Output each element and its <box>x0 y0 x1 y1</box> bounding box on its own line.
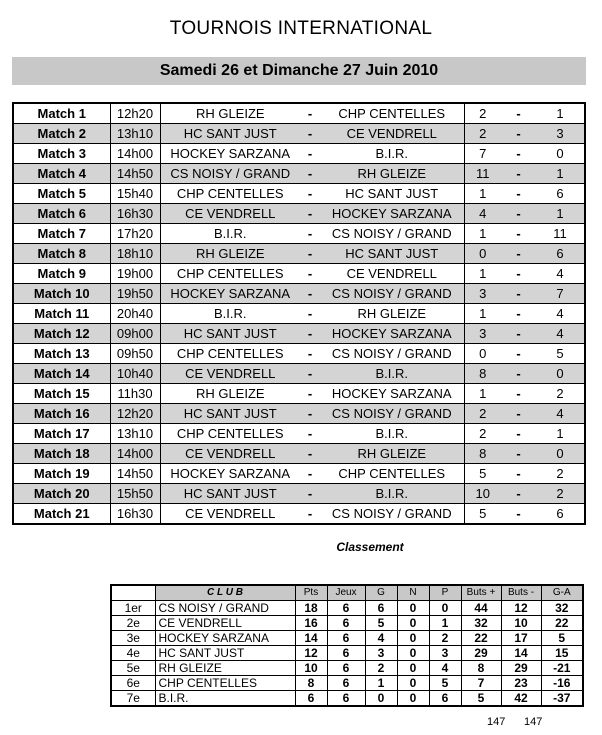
match-label: Match 18 <box>13 444 110 464</box>
home-team: HC SANT JUST <box>160 404 300 424</box>
standings-header-cell: Pts <box>295 585 327 601</box>
away-score: 4 <box>536 404 585 424</box>
stat-g: 5 <box>365 616 397 631</box>
standings-header-cell: Buts + <box>461 585 501 601</box>
away-score: 11 <box>536 224 585 244</box>
match-label: Match 14 <box>13 364 110 384</box>
match-label: Match 19 <box>13 464 110 484</box>
match-label: Match 6 <box>13 204 110 224</box>
versus-dash: - <box>300 204 320 224</box>
match-time: 12h20 <box>110 103 160 124</box>
away-score: 3 <box>536 124 585 144</box>
stat-g: 3 <box>365 646 397 661</box>
score-dash: - <box>501 264 536 284</box>
match-time: 14h00 <box>110 444 160 464</box>
versus-dash: - <box>300 124 320 144</box>
stat-g: 6 <box>365 601 397 616</box>
stat-p: 6 <box>429 691 461 707</box>
away-team: HC SANT JUST <box>320 244 464 264</box>
home-team: RH GLEIZE <box>160 244 300 264</box>
match-time: 14h50 <box>110 164 160 184</box>
stat-jeux: 6 <box>327 691 365 707</box>
match-time: 18h10 <box>110 244 160 264</box>
versus-dash: - <box>300 344 320 364</box>
stat-pts: 10 <box>295 661 327 676</box>
stat-jeux: 6 <box>327 676 365 691</box>
match-label: Match 16 <box>13 404 110 424</box>
away-team: CS NOISY / GRAND <box>320 504 464 525</box>
home-score: 5 <box>464 464 501 484</box>
match-time: 14h50 <box>110 464 160 484</box>
score-dash: - <box>501 144 536 164</box>
match-label: Match 1 <box>13 103 110 124</box>
away-score: 6 <box>536 244 585 264</box>
standings-row <box>111 661 583 676</box>
home-team: HC SANT JUST <box>160 324 300 344</box>
rank-position: 1er <box>111 601 155 616</box>
away-score: 1 <box>536 204 585 224</box>
stat-g: 4 <box>365 631 397 646</box>
match-label: Match 4 <box>13 164 110 184</box>
match-label: Match 13 <box>13 344 110 364</box>
away-team: CS NOISY / GRAND <box>320 224 464 244</box>
versus-dash: - <box>300 484 320 504</box>
classement-title: Classement <box>336 540 404 554</box>
home-score: 1 <box>464 264 501 284</box>
away-team: B.I.R. <box>320 144 464 164</box>
away-team: CHP CENTELLES <box>320 103 464 124</box>
score-dash: - <box>501 484 536 504</box>
away-team: HOCKEY SARZANA <box>320 324 464 344</box>
match-time: 13h10 <box>110 124 160 144</box>
match-time: 15h50 <box>110 484 160 504</box>
versus-dash: - <box>300 504 320 525</box>
match-time: 09h00 <box>110 324 160 344</box>
rank-position: 7e <box>111 691 155 707</box>
match-row <box>13 504 585 525</box>
home-team: CHP CENTELLES <box>160 184 300 204</box>
away-team: RH GLEIZE <box>320 444 464 464</box>
stat-ga: -21 <box>541 661 583 676</box>
away-team: CE VENDRELL <box>320 264 464 284</box>
match-label: Match 7 <box>13 224 110 244</box>
stat-ga: 15 <box>541 646 583 661</box>
stat-bc: 10 <box>501 616 541 631</box>
score-dash: - <box>501 164 536 184</box>
score-dash: - <box>501 224 536 244</box>
stat-pts: 8 <box>295 676 327 691</box>
home-team: CHP CENTELLES <box>160 344 300 364</box>
home-team: CS NOISY / GRAND <box>160 164 300 184</box>
home-team: HC SANT JUST <box>160 484 300 504</box>
match-row <box>13 124 585 144</box>
versus-dash: - <box>300 244 320 264</box>
match-label: Match 8 <box>13 244 110 264</box>
home-score: 3 <box>464 284 501 304</box>
stat-pts: 16 <box>295 616 327 631</box>
club-name: HOCKEY SARZANA <box>155 631 295 646</box>
match-label: Match 10 <box>13 284 110 304</box>
stat-pts: 14 <box>295 631 327 646</box>
match-time: 10h40 <box>110 364 160 384</box>
rank-position: 3e <box>111 631 155 646</box>
match-time: 19h50 <box>110 284 160 304</box>
stat-ga: 22 <box>541 616 583 631</box>
stat-jeux: 6 <box>327 631 365 646</box>
stat-p: 1 <box>429 616 461 631</box>
score-dash: - <box>501 404 536 424</box>
stat-n: 0 <box>397 601 429 616</box>
stat-bp: 5 <box>461 691 501 707</box>
score-dash: - <box>501 424 536 444</box>
match-row <box>13 444 585 464</box>
away-score: 2 <box>536 384 585 404</box>
club-name: CE VENDRELL <box>155 616 295 631</box>
match-label: Match 3 <box>13 144 110 164</box>
stat-p: 2 <box>429 631 461 646</box>
match-time: 11h30 <box>110 384 160 404</box>
standings-header-cell: N <box>397 585 429 601</box>
away-score: 4 <box>536 304 585 324</box>
stat-ga: -37 <box>541 691 583 707</box>
away-team: CS NOISY / GRAND <box>320 404 464 424</box>
away-score: 6 <box>536 184 585 204</box>
versus-dash: - <box>300 284 320 304</box>
stat-bc: 17 <box>501 631 541 646</box>
match-row <box>13 184 585 204</box>
match-label: Match 2 <box>13 124 110 144</box>
rank-position: 6e <box>111 676 155 691</box>
away-team: RH GLEIZE <box>320 164 464 184</box>
stat-n: 0 <box>397 646 429 661</box>
home-score: 1 <box>464 184 501 204</box>
match-row <box>13 164 585 184</box>
match-row <box>13 224 585 244</box>
match-time: 13h10 <box>110 424 160 444</box>
match-label: Match 11 <box>13 304 110 324</box>
match-row <box>13 364 585 384</box>
home-team: CHP CENTELLES <box>160 424 300 444</box>
home-score: 4 <box>464 204 501 224</box>
standings-row <box>111 631 583 646</box>
away-team: CHP CENTELLES <box>320 464 464 484</box>
match-label: Match 12 <box>13 324 110 344</box>
home-team: HOCKEY SARZANA <box>160 464 300 484</box>
score-dash: - <box>501 464 536 484</box>
standings-header-cell: P <box>429 585 461 601</box>
match-row <box>13 144 585 164</box>
stat-bc: 29 <box>501 661 541 676</box>
match-time: 17h20 <box>110 224 160 244</box>
stat-bp: 44 <box>461 601 501 616</box>
score-dash: - <box>501 324 536 344</box>
stat-g: 1 <box>365 676 397 691</box>
match-row <box>13 384 585 404</box>
score-dash: - <box>501 284 536 304</box>
score-dash: - <box>501 444 536 464</box>
away-team: HC SANT JUST <box>320 184 464 204</box>
versus-dash: - <box>300 264 320 284</box>
standings-header-cell: Jeux <box>327 585 365 601</box>
score-dash: - <box>501 304 536 324</box>
standings-row <box>111 676 583 691</box>
home-team: CE VENDRELL <box>160 504 300 525</box>
versus-dash: - <box>300 424 320 444</box>
club-name: HC SANT JUST <box>155 646 295 661</box>
match-time: 19h00 <box>110 264 160 284</box>
away-score: 0 <box>536 444 585 464</box>
versus-dash: - <box>300 184 320 204</box>
stat-ga: 5 <box>541 631 583 646</box>
total-buts-plus: 147 <box>487 716 506 728</box>
stat-n: 0 <box>397 691 429 707</box>
versus-dash: - <box>300 103 320 124</box>
standings-header-row <box>111 585 583 601</box>
away-team: B.I.R. <box>320 484 464 504</box>
match-time: 15h40 <box>110 184 160 204</box>
home-score: 1 <box>464 224 501 244</box>
club-name: B.I.R. <box>155 691 295 707</box>
home-team: B.I.R. <box>160 224 300 244</box>
away-team: HOCKEY SARZANA <box>320 204 464 224</box>
home-score: 10 <box>464 484 501 504</box>
match-row <box>13 324 585 344</box>
match-label: Match 20 <box>13 484 110 504</box>
versus-dash: - <box>300 164 320 184</box>
rank-position: 5e <box>111 661 155 676</box>
standings-table <box>110 584 584 707</box>
versus-dash: - <box>300 224 320 244</box>
stat-p: 5 <box>429 676 461 691</box>
home-team: CE VENDRELL <box>160 204 300 224</box>
match-time: 16h30 <box>110 204 160 224</box>
home-score: 1 <box>464 384 501 404</box>
stat-g: 2 <box>365 661 397 676</box>
home-team: B.I.R. <box>160 304 300 324</box>
standings-row <box>111 691 583 707</box>
match-time: 12h20 <box>110 404 160 424</box>
standings-header-cell: G <box>365 585 397 601</box>
match-row <box>13 344 585 364</box>
standings-header-cell: G-A <box>541 585 583 601</box>
stat-bp: 8 <box>461 661 501 676</box>
home-team: RH GLEIZE <box>160 103 300 124</box>
score-dash: - <box>501 244 536 264</box>
home-score: 5 <box>464 504 501 525</box>
home-team: CHP CENTELLES <box>160 264 300 284</box>
versus-dash: - <box>300 404 320 424</box>
stat-bp: 29 <box>461 646 501 661</box>
match-row <box>13 304 585 324</box>
standings-row <box>111 601 583 616</box>
away-team: B.I.R. <box>320 424 464 444</box>
home-score: 1 <box>464 304 501 324</box>
score-dash: - <box>501 184 536 204</box>
away-score: 4 <box>536 264 585 284</box>
stat-p: 3 <box>429 646 461 661</box>
standings-row <box>111 616 583 631</box>
match-label: Match 5 <box>13 184 110 204</box>
versus-dash: - <box>300 464 320 484</box>
date-banner: Samedi 26 et Dimanche 27 Juin 2010 <box>12 57 586 85</box>
stat-bp: 32 <box>461 616 501 631</box>
away-score: 1 <box>536 424 585 444</box>
score-dash: - <box>501 364 536 384</box>
stat-n: 0 <box>397 661 429 676</box>
page-title: TOURNOIS INTERNATIONAL <box>169 18 433 39</box>
match-label: Match 21 <box>13 504 110 525</box>
standings-row <box>111 646 583 661</box>
away-team: RH GLEIZE <box>320 304 464 324</box>
stat-ga: 32 <box>541 601 583 616</box>
stat-pts: 12 <box>295 646 327 661</box>
match-row <box>13 244 585 264</box>
home-score: 8 <box>464 444 501 464</box>
stat-jeux: 6 <box>327 616 365 631</box>
standings-body <box>111 585 583 706</box>
home-score: 0 <box>464 344 501 364</box>
home-team: CE VENDRELL <box>160 364 300 384</box>
stat-n: 0 <box>397 616 429 631</box>
home-score: 0 <box>464 244 501 264</box>
match-row <box>13 464 585 484</box>
home-score: 2 <box>464 404 501 424</box>
score-dash: - <box>501 504 536 525</box>
versus-dash: - <box>300 144 320 164</box>
stat-n: 0 <box>397 676 429 691</box>
club-name: RH GLEIZE <box>155 661 295 676</box>
versus-dash: - <box>300 384 320 404</box>
match-row <box>13 103 585 124</box>
home-score: 11 <box>464 164 501 184</box>
away-team: CS NOISY / GRAND <box>320 284 464 304</box>
away-score: 7 <box>536 284 585 304</box>
home-score: 7 <box>464 144 501 164</box>
away-team: HOCKEY SARZANA <box>320 384 464 404</box>
stat-pts: 6 <box>295 691 327 707</box>
away-team: CE VENDRELL <box>320 124 464 144</box>
home-score: 2 <box>464 124 501 144</box>
stat-jeux: 6 <box>327 601 365 616</box>
match-row <box>13 424 585 444</box>
match-row <box>13 204 585 224</box>
away-score: 0 <box>536 364 585 384</box>
match-time: 16h30 <box>110 504 160 525</box>
match-schedule-table <box>12 102 586 525</box>
match-row <box>13 264 585 284</box>
match-label: Match 17 <box>13 424 110 444</box>
away-score: 5 <box>536 344 585 364</box>
club-name: CS NOISY / GRAND <box>155 601 295 616</box>
match-label: Match 15 <box>13 384 110 404</box>
home-team: HC SANT JUST <box>160 124 300 144</box>
standings-header-cell: C L U B <box>155 585 295 601</box>
stat-jeux: 6 <box>327 661 365 676</box>
home-score: 8 <box>464 364 501 384</box>
stat-bp: 7 <box>461 676 501 691</box>
versus-dash: - <box>300 324 320 344</box>
stat-p: 0 <box>429 601 461 616</box>
versus-dash: - <box>300 304 320 324</box>
match-schedule-body <box>13 103 585 524</box>
score-dash: - <box>501 124 536 144</box>
stat-g: 0 <box>365 691 397 707</box>
away-score: 0 <box>536 144 585 164</box>
home-team: RH GLEIZE <box>160 384 300 404</box>
away-score: 4 <box>536 324 585 344</box>
stat-bc: 12 <box>501 601 541 616</box>
away-score: 6 <box>536 504 585 525</box>
versus-dash: - <box>300 444 320 464</box>
away-score: 2 <box>536 464 585 484</box>
match-time: 20h40 <box>110 304 160 324</box>
away-score: 1 <box>536 164 585 184</box>
score-dash: - <box>501 384 536 404</box>
home-score: 3 <box>464 324 501 344</box>
rank-header-blank <box>111 585 155 601</box>
versus-dash: - <box>300 364 320 384</box>
stat-bc: 42 <box>501 691 541 707</box>
away-score: 1 <box>536 103 585 124</box>
total-buts-minus: 147 <box>524 716 543 728</box>
home-team: CE VENDRELL <box>160 444 300 464</box>
stat-bc: 23 <box>501 676 541 691</box>
home-team: HOCKEY SARZANA <box>160 284 300 304</box>
stat-n: 0 <box>397 631 429 646</box>
home-score: 2 <box>464 103 501 124</box>
standings-header-cell: Buts - <box>501 585 541 601</box>
home-team: HOCKEY SARZANA <box>160 144 300 164</box>
score-dash: - <box>501 103 536 124</box>
stat-jeux: 6 <box>327 646 365 661</box>
score-dash: - <box>501 344 536 364</box>
match-time: 09h50 <box>110 344 160 364</box>
away-team: B.I.R. <box>320 364 464 384</box>
stat-p: 4 <box>429 661 461 676</box>
match-time: 14h00 <box>110 144 160 164</box>
match-label: Match 9 <box>13 264 110 284</box>
home-score: 2 <box>464 424 501 444</box>
stat-pts: 18 <box>295 601 327 616</box>
score-dash: - <box>501 204 536 224</box>
rank-position: 2e <box>111 616 155 631</box>
match-row <box>13 284 585 304</box>
rank-position: 4e <box>111 646 155 661</box>
match-row <box>13 404 585 424</box>
away-score: 2 <box>536 484 585 504</box>
stat-ga: -16 <box>541 676 583 691</box>
stat-bp: 22 <box>461 631 501 646</box>
away-team: CS NOISY / GRAND <box>320 344 464 364</box>
match-row <box>13 484 585 504</box>
stat-bc: 14 <box>501 646 541 661</box>
club-name: CHP CENTELLES <box>155 676 295 691</box>
